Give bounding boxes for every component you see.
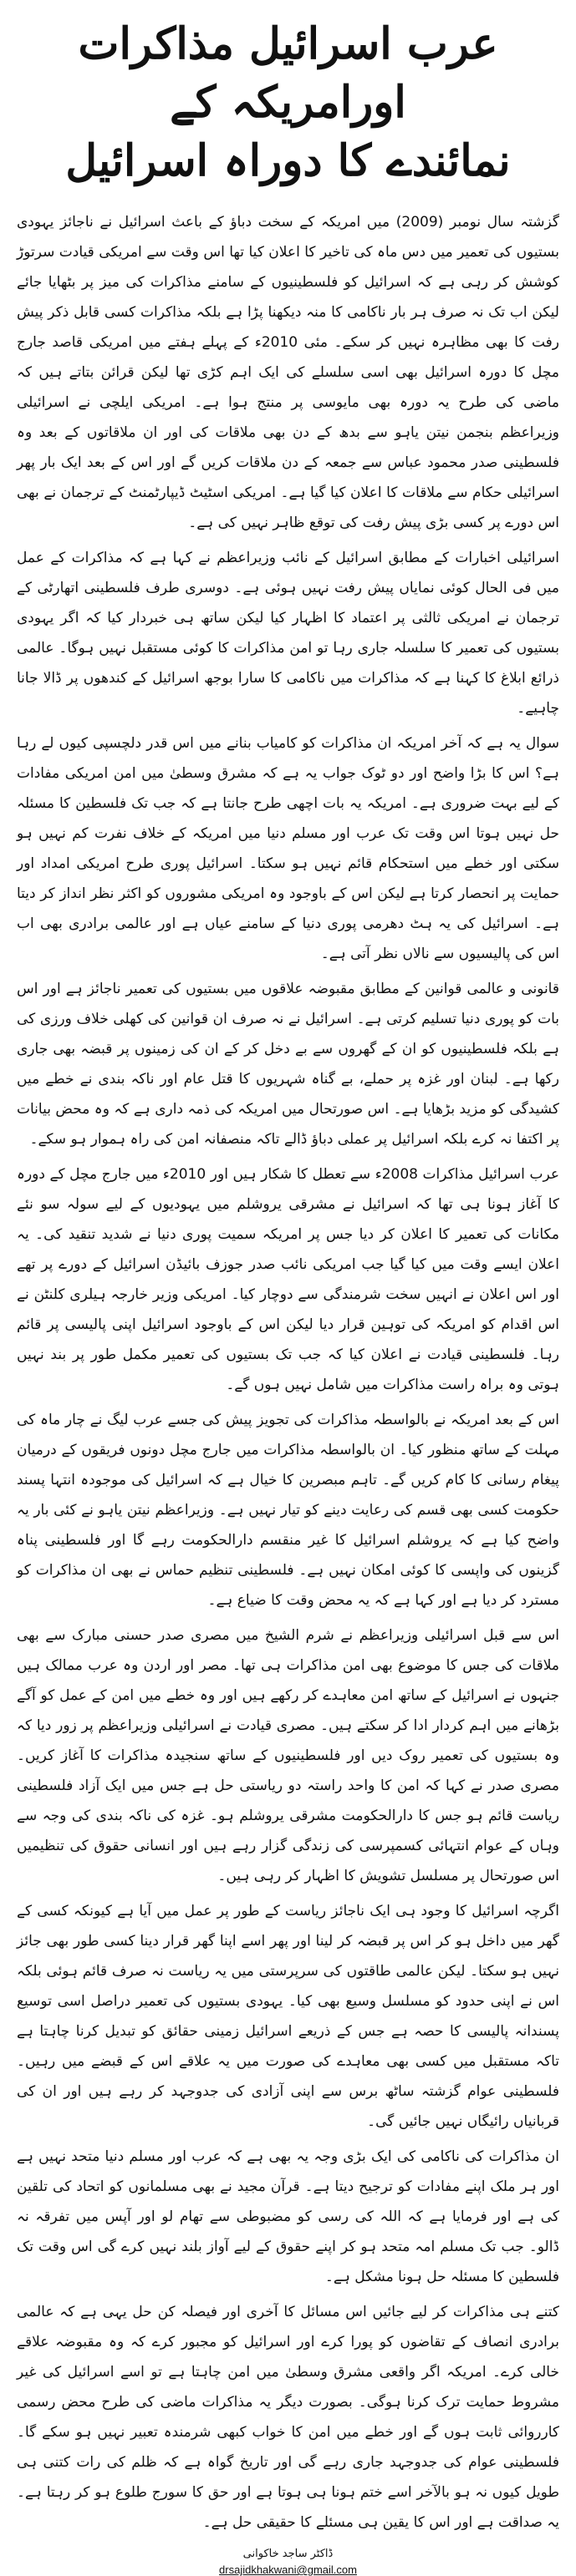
paragraph: عرب اسرائیل مذاکرات 2008ء سے تعطل کا شکار ہیں اور 2010ء میں جارج مچل کے دورہ کا آغاز ہونا ہی تھا کہ اسرائیل نے مشرقی یروشلم میں یہودیوں کے لیے سولہ سو نئے مکانات کی تعمیر کا اعلان کر دیا جس پر امریکہ سمیت پوری دنیا نے شدید تنقید کی۔ یہ اعلان ایسے وقت میں کیا گیا جب امریکی نائب صدر جوزف بائیڈن اسرائیل کے دورے پر تھے اور اس اعلان نے انہیں سخت شرمندگی سے دوچار کیا۔ امریکی وزیر خارجہ ہیلری کلنٹن نے اس اقدام کو امریکہ کی توہین قرار دیا لیکن اس کے باوجود اسرائیل اپنی پالیسی پر قائم رہا۔ فلسطینی قیادت نے اعلان کیا کہ جب تک بستیوں کی تعمیر مکمل طور پر بند نہیں ہوتی وہ براہ راست مذاکرات میں شامل نہیں ہوں گے۔ <box>17 1166 560 1393</box>
headline <box>17 15 559 190</box>
paragraph: اسرائیلی اخبارات کے مطابق اسرائیل کے نائب وزیراعظم نے کہا ہے کہ مذاکرات کے عمل میں فی الحال کوئی نمایاں پیش رفت نہیں ہوئی ہے۔ دوسری طرف فلسطینی اتھارٹی کے ترجمان نے امریکی ثالثی پر اعتماد کا اظہار کیا لیکن ساتھ ہی خبردار کیا کہ اگر یہودی بستیوں کی تعمیر کا سلسلہ جاری رہا تو امن مذاکرات کا کوئی مستقبل نہیں ہوگا۔ عالمی ذرائع ابلاغ کا کہنا ہے کہ مذاکرات میں ناکامی کا سارا بوجھ اسرائیل کے کندھوں پر ڈالا جانا چاہیے۔ <box>17 550 559 717</box>
paragraph: اس سے قبل اسرائیلی وزیراعظم نے شرم الشیخ میں مصری صدر حسنی مبارک سے بھی ملاقات کی جس کا موضوع بھی امن مذاکرات ہی تھا۔ مصر اور اردن وہ عرب ممالک ہیں جنہوں نے اسرائیل کے ساتھ امن معاہدے کر رکھے ہیں اور وہ خطے میں امن کے عمل کو آگے بڑھانے میں اہم کردار ادا کر سکتے ہیں۔ مصری قیادت نے اسرائیلی وزیراعظم پر زور دیا کہ وہ بستیوں کی تعمیر روک دیں اور فلسطینیوں کے ساتھ سنجیدہ مذاکرات کا آغاز کریں۔ مصری صدر نے کہا کہ امن کا واحد راستہ دو ریاستی حل ہے جس میں ایک آزاد فلسطینی ریاست قائم ہو جس کا دارالحکومت مشرقی یروشلم ہو۔ غزہ کی ناکہ بندی کی وجہ سے وہاں کے عوام انتہائی کسمپرسی کی زندگی گزار رہے ہیں اور انسانی حقوق کی تنظیمیں اس صورتحال پر مسلسل تشویش کا اظہار کر رہی ہیں۔ <box>17 1627 559 1884</box>
article-body <box>17 207 559 2538</box>
paragraph: اس کے بعد امریکہ نے بالواسطہ مذاکرات کی تجویز پیش کی جسے عرب لیگ نے چار ماہ کی مہلت کے ساتھ منظور کیا۔ ان بالواسطہ مذاکرات میں جارج مچل دونوں فریقوں کے درمیان پیغام رسانی کا کام کریں گے۔ تاہم مبصرین کا خیال ہے کہ اسرائیل کی موجودہ انتہا پسند حکومت کسی بھی قسم کی رعایت دینے کو تیار نہیں ہے۔ وزیراعظم نیتن یاہو نے کئی بار یہ واضح کیا ہے کہ یروشلم اسرائیل کا غیر منقسم دارالحکومت رہے گا اور فلسطینی پناہ گزینوں کی واپسی کا کوئی امکان نہیں ہے۔ فلسطینی تنظیم حماس نے بھی ان مذاکرات کو مسترد کر دیا ہے اور کہا ہے کہ یہ محض وقت کا ضیاع ہے۔ <box>17 1412 559 1609</box>
author-byline: ڈاکٹر ساجد خاکوانی <box>242 2548 334 2560</box>
paragraph: قانونی و عالمی قوانین کے مطابق مقبوضہ علاقوں میں بستیوں کی تعمیر ناجائز ہے اور اس بات کو پوری دنیا تسلیم کرتی ہے۔ اسرائیل نے نہ صرف ان قوانین کی کھلی خلاف ورزی کی ہے بلکہ فلسطینیوں کو ان کے گھروں سے بے دخل کر کے ان کی زمینوں پر قبضہ بھی جاری رکھا ہے۔ لبنان اور غزہ پر حملے، بے گناہ شہریوں کا قتل عام اور ناکہ بندی نے خطے میں کشیدگی کو مزید بڑھایا ہے۔ اس صورتحال میں امریکہ کی ذمہ داری ہے کہ وہ محض بیانات پر اکتفا نہ کرے بلکہ اسرائیل پر عملی دباؤ ڈالے تاکہ منصفانہ امن کی راہ ہموار ہو سکے۔ <box>17 981 559 1148</box>
paragraph: ان مذاکرات کی ناکامی کی ایک بڑی وجہ یہ بھی ہے کہ عرب اور مسلم دنیا متحد نہیں ہے اور ہر ملک اپنے مفادات کو ترجیح دیتا ہے۔ قرآن مجید نے بھی مسلمانوں کو اتحاد کی تلقین کی ہے اور فرمایا ہے کہ اللہ کی رسی کو مضبوطی سے تھام لو اور آپس میں تفرقہ نہ ڈالو۔ جب تک مسلم امہ متحد ہو کر اپنے حقوق کے لیے آواز بلند نہیں کرے گی اس وقت تک فلسطین کا مسئلہ حل ہونا مشکل ہے۔ <box>17 2148 559 2285</box>
paragraph: کتنے ہی مذاکرات کر لیے جائیں اس مسائل کا آخری اور فیصلہ کن حل یہی ہے کہ عالمی برادری انصاف کے تقاضوں کو پورا کرے اور اسرائیل کو مجبور کرے کہ وہ مقبوضہ علاقے خالی کرے۔ امریکہ اگر واقعی مشرق وسطیٰ میں امن چاہتا ہے تو اسے اسرائیل کی غیر مشروط حمایت ترک کرنا ہوگی۔ بصورت دیگر یہ مذاکرات ماضی کی طرح محض رسمی کارروائی ثابت ہوں گے اور خطے میں امن کا خواب کبھی شرمندہ تعبیر نہیں ہو سکے گا۔ فلسطینی عوام کی جدوجہد جاری رہے گی اور تاریخ گواہ ہے کہ ظلم کی رات کتنی ہی طویل کیوں نہ ہو بالآخر اسے ختم ہونا ہی ہوتا ہے اور حق کا سورج طلوع ہو کر رہتا ہے۔ یہ صداقت ہے اور اس کا یقین ہی مسئلے کا حقیقی حل ہے۔ <box>17 2304 559 2531</box>
headline-line-2: نمائندے کا دوراہ اسرائیل <box>65 135 511 186</box>
headline-line-1: عرب اسرائیل مذاکرات اورامریکہ کے <box>78 18 498 128</box>
paragraph: گزشتہ سال نومبر (2009) میں امریکہ کے سخت دباؤ کے باعث اسرائیل نے ناجائز یہودی بستیوں کی تعمیر میں دس ماہ کی تاخیر کا اعلان کیا تھا اس وقت سے امریکی قیادت سرتوڑ کوشش کر رہی ہے کہ اسرائیل کو فلسطینیوں کے سامنے مذاکرات کی میز پر بٹھایا جائے لیکن اب تک نہ صرف ہر بار ناکامی کا منہ دیکھنا پڑا ہے بلکہ مذاکرات کسی قابل ذکر پیش رفت کا بھی مظاہرہ نہیں کر سکے۔ مئی 2010ء کے پہلے ہفتے میں امریکی قاصد جارج مچل کا دورہ اسرائیل بھی اسی سلسلے کی ایک اہم کڑی تھا لیکن قرائن بتاتے ہیں کہ ماضی کی طرح یہ دورہ بھی مایوسی پر منتج ہوا ہے۔ امریکی ایلچی نے اسرائیلی وزیراعظم بنجمن نیتن یاہو سے بدھ کے دن بھی ملاقات کی اور ان ملاقاتوں کے بعد وہ فلسطینی صدر محمود عباس سے جمعہ کے دن ملاقات کریں گے اور اس کے بعد ایک بار پھر اسرائیلی حکام سے ملاقات کا اعلان کیا گیا ہے۔ امریکی اسٹیٹ ڈیپارٹمنٹ کے ترجمان نے بھی اس دورے پر کسی بڑی پیش رفت کی توقع ظاہر نہیں کی ہے۔ <box>17 214 560 531</box>
author-email-link[interactable]: drsajidkhakwani@gmail.com <box>219 2563 357 2576</box>
paragraph: سوال یہ ہے کہ آخر امریکہ ان مذاکرات کو کامیاب بنانے میں اس قدر دلچسپی کیوں لے رہا ہے؟ اس کا بڑا واضح اور دو ٹوک جواب یہ ہے کہ مشرق وسطیٰ میں امن امریکی مفادات کے لیے بہت ضروری ہے۔ امریکہ یہ بات اچھی طرح جانتا ہے کہ جب تک فلسطین کا مسئلہ حل نہیں ہوتا اس وقت تک عرب اور مسلم دنیا میں امریکہ کے خلاف نفرت کم نہیں ہو سکتی اور خطے میں استحکام قائم نہیں ہو سکتا۔ اسرائیل پوری طرح امریکی امداد اور حمایت پر انحصار کرتا ہے لیکن اس کے باوجود وہ امریکی مشوروں کو اکثر نظر انداز کر دیتا ہے۔ اسرائیل کی یہ ہٹ دھرمی پوری دنیا کے سامنے عیاں ہے اور عالمی برادری بھی اب اس کی پالیسیوں سے نالاں نظر آتی ہے۔ <box>17 735 559 962</box>
paragraph: اگرچہ اسرائیل کا وجود ہی ایک ناجائز ریاست کے طور پر عمل میں آیا ہے کیونکہ کسی کے گھر میں داخل ہو کر اس پر قبضہ کر لینا اور پھر اسے اپنا گھر قرار دینا کسی طور بھی جائز نہیں ہو سکتا۔ لیکن عالمی طاقتوں کی سرپرستی میں یہ ریاست نہ صرف قائم ہوئی بلکہ اس نے اپنی حدود کو مسلسل وسیع بھی کیا۔ یہودی بستیوں کی تعمیر دراصل اسی توسیع پسندانہ پالیسی کا حصہ ہے جس کے ذریعے اسرائیل زمینی حقائق کو تبدیل کرنا چاہتا ہے تاکہ مستقبل میں کسی بھی معاہدے کی صورت میں یہ علاقے اس کے قبضے میں رہیں۔ فلسطینی عوام گزشتہ ساٹھ برس سے اپنی آزادی کی جدوجہد کر رہے ہیں اور ان کی قربانیاں رائیگاں نہیں جائیں گی۔ <box>17 1903 560 2130</box>
